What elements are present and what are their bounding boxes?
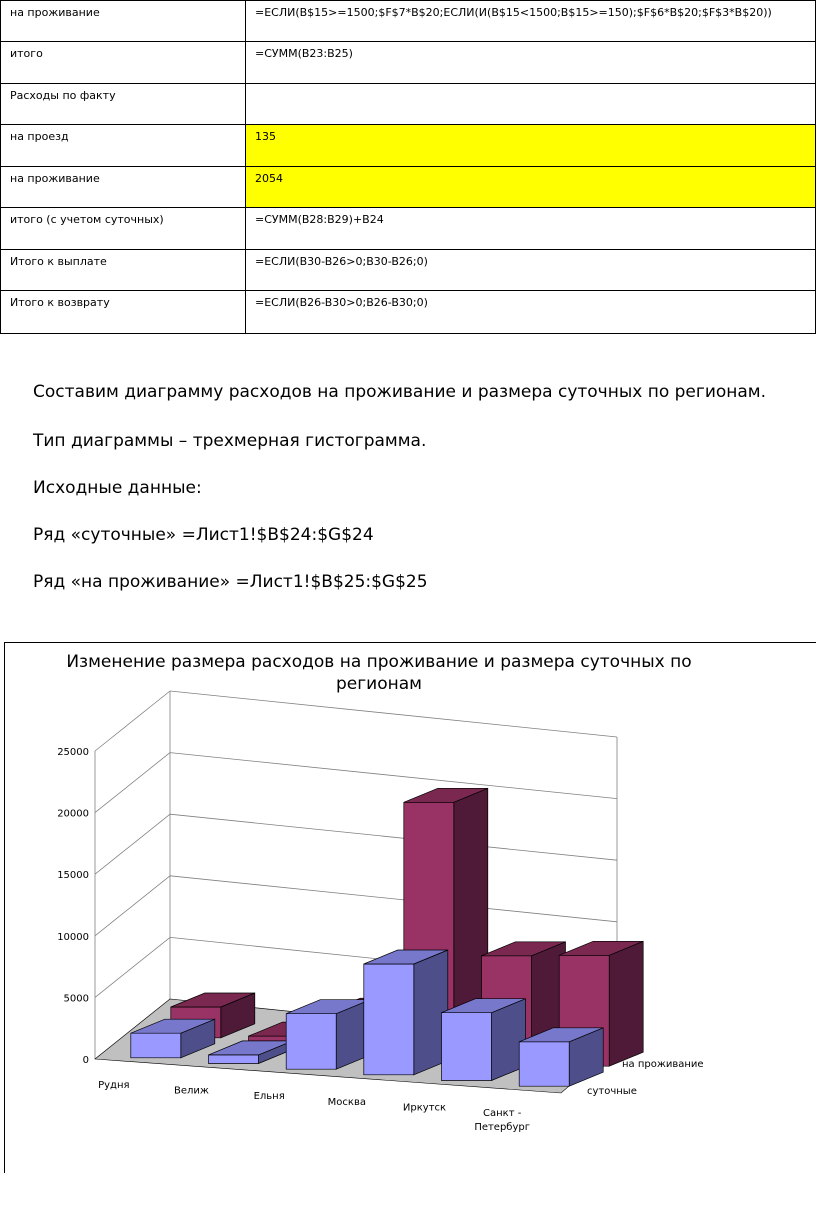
y-tick-label: 5000 xyxy=(63,993,89,1005)
row-value-cell: =ЕСЛИ(B$15>=1500;$F$7*B$20;ЕСЛИ(И(B$15<1500;B$15>=150);$F$6*B$20;$F$3*B$20)) xyxy=(246,1,816,42)
gridline-side xyxy=(95,814,170,874)
paragraph-series-1: Ряд «суточные» =Лист1!$B$24:$G$24 xyxy=(33,525,374,545)
x-tick-label: Иркутск xyxy=(402,1102,447,1114)
row-value-cell: 135 xyxy=(246,125,816,167)
table-row xyxy=(1,1,816,42)
spreadsheet-table xyxy=(0,0,816,334)
bar-суточные xyxy=(209,1055,259,1064)
gridline-back xyxy=(170,753,617,799)
y-tick-label: 15000 xyxy=(57,870,89,882)
y-tick-label: 20000 xyxy=(57,808,89,820)
row-value-cell: 2054 xyxy=(246,167,816,208)
paragraph-series-2: Ряд «на проживание» =Лист1!$B$25:$G$25 xyxy=(33,572,428,592)
paragraph-intro: Составим диаграмму расходов на проживание и размера суточных по регионам. xyxy=(33,382,767,402)
gridline-back xyxy=(170,691,617,737)
series-label-back: на проживание xyxy=(622,1059,704,1070)
bar-суточные xyxy=(286,1014,336,1069)
bar-суточные xyxy=(364,964,414,1075)
row-label-cell: на проезд xyxy=(1,125,246,167)
x-tick-label: Ельня xyxy=(253,1091,285,1103)
chart-area xyxy=(4,642,816,1173)
bar-на-проживание-side xyxy=(609,941,643,1066)
paragraph-chart-type: Тип диаграммы – трехмерная гистограмма. xyxy=(33,431,427,451)
row-label-cell: на проживание xyxy=(1,1,246,42)
row-label-cell: на проживание xyxy=(1,167,246,208)
row-value-cell: =ЕСЛИ(B30-B26>0;B30-B26;0) xyxy=(246,250,816,291)
row-label-cell: Расходы по факту xyxy=(1,84,246,125)
row-value-cell: =СУММ(B23:B25) xyxy=(246,42,816,84)
y-tick-label: 25000 xyxy=(57,747,89,758)
x-tick-label: Петербург xyxy=(474,1122,531,1134)
x-tick-label: Рудня xyxy=(98,1079,130,1091)
y-tick-label: 0 xyxy=(82,1055,89,1066)
table-row xyxy=(1,167,816,208)
x-tick-label: Москва xyxy=(327,1096,366,1108)
paragraph-source-data: Исходные данные: xyxy=(33,478,202,498)
y-tick-label: 10000 xyxy=(57,931,89,943)
gridline-side xyxy=(95,691,170,751)
chart-plot xyxy=(5,643,816,1173)
gridline-side xyxy=(95,753,170,813)
row-value-cell: =ЕСЛИ(B26-B30>0;B26-B30;0) xyxy=(246,291,816,334)
bar-суточные xyxy=(131,1033,181,1058)
series-label-front: суточные xyxy=(587,1086,637,1097)
table-row xyxy=(1,208,816,250)
row-label-cell: итого (с учетом суточных) xyxy=(1,208,246,250)
gridline-side xyxy=(95,937,170,997)
table-row xyxy=(1,250,816,291)
row-value-cell xyxy=(246,84,816,125)
table-row xyxy=(1,84,816,125)
gridline-back xyxy=(170,814,617,860)
gridline-side xyxy=(95,876,170,936)
table-row xyxy=(1,125,816,167)
table-row xyxy=(1,291,816,334)
row-label-cell: Итого к возврату xyxy=(1,291,246,334)
bar-суточные xyxy=(519,1042,569,1086)
x-tick-label: Санкт - xyxy=(483,1108,522,1120)
chart-title: Изменение размера расходов на проживание и размера суточных по регионам xyxy=(66,652,692,694)
row-value-cell: =СУММ(B28:B29)+B24 xyxy=(246,208,816,250)
row-label-cell: Итого к выплате xyxy=(1,250,246,291)
bar-суточные xyxy=(442,1013,492,1081)
row-label-cell: итого xyxy=(1,42,246,84)
x-tick-label: Велиж xyxy=(174,1085,209,1097)
gridline-back xyxy=(170,876,617,922)
table-row xyxy=(1,42,816,84)
